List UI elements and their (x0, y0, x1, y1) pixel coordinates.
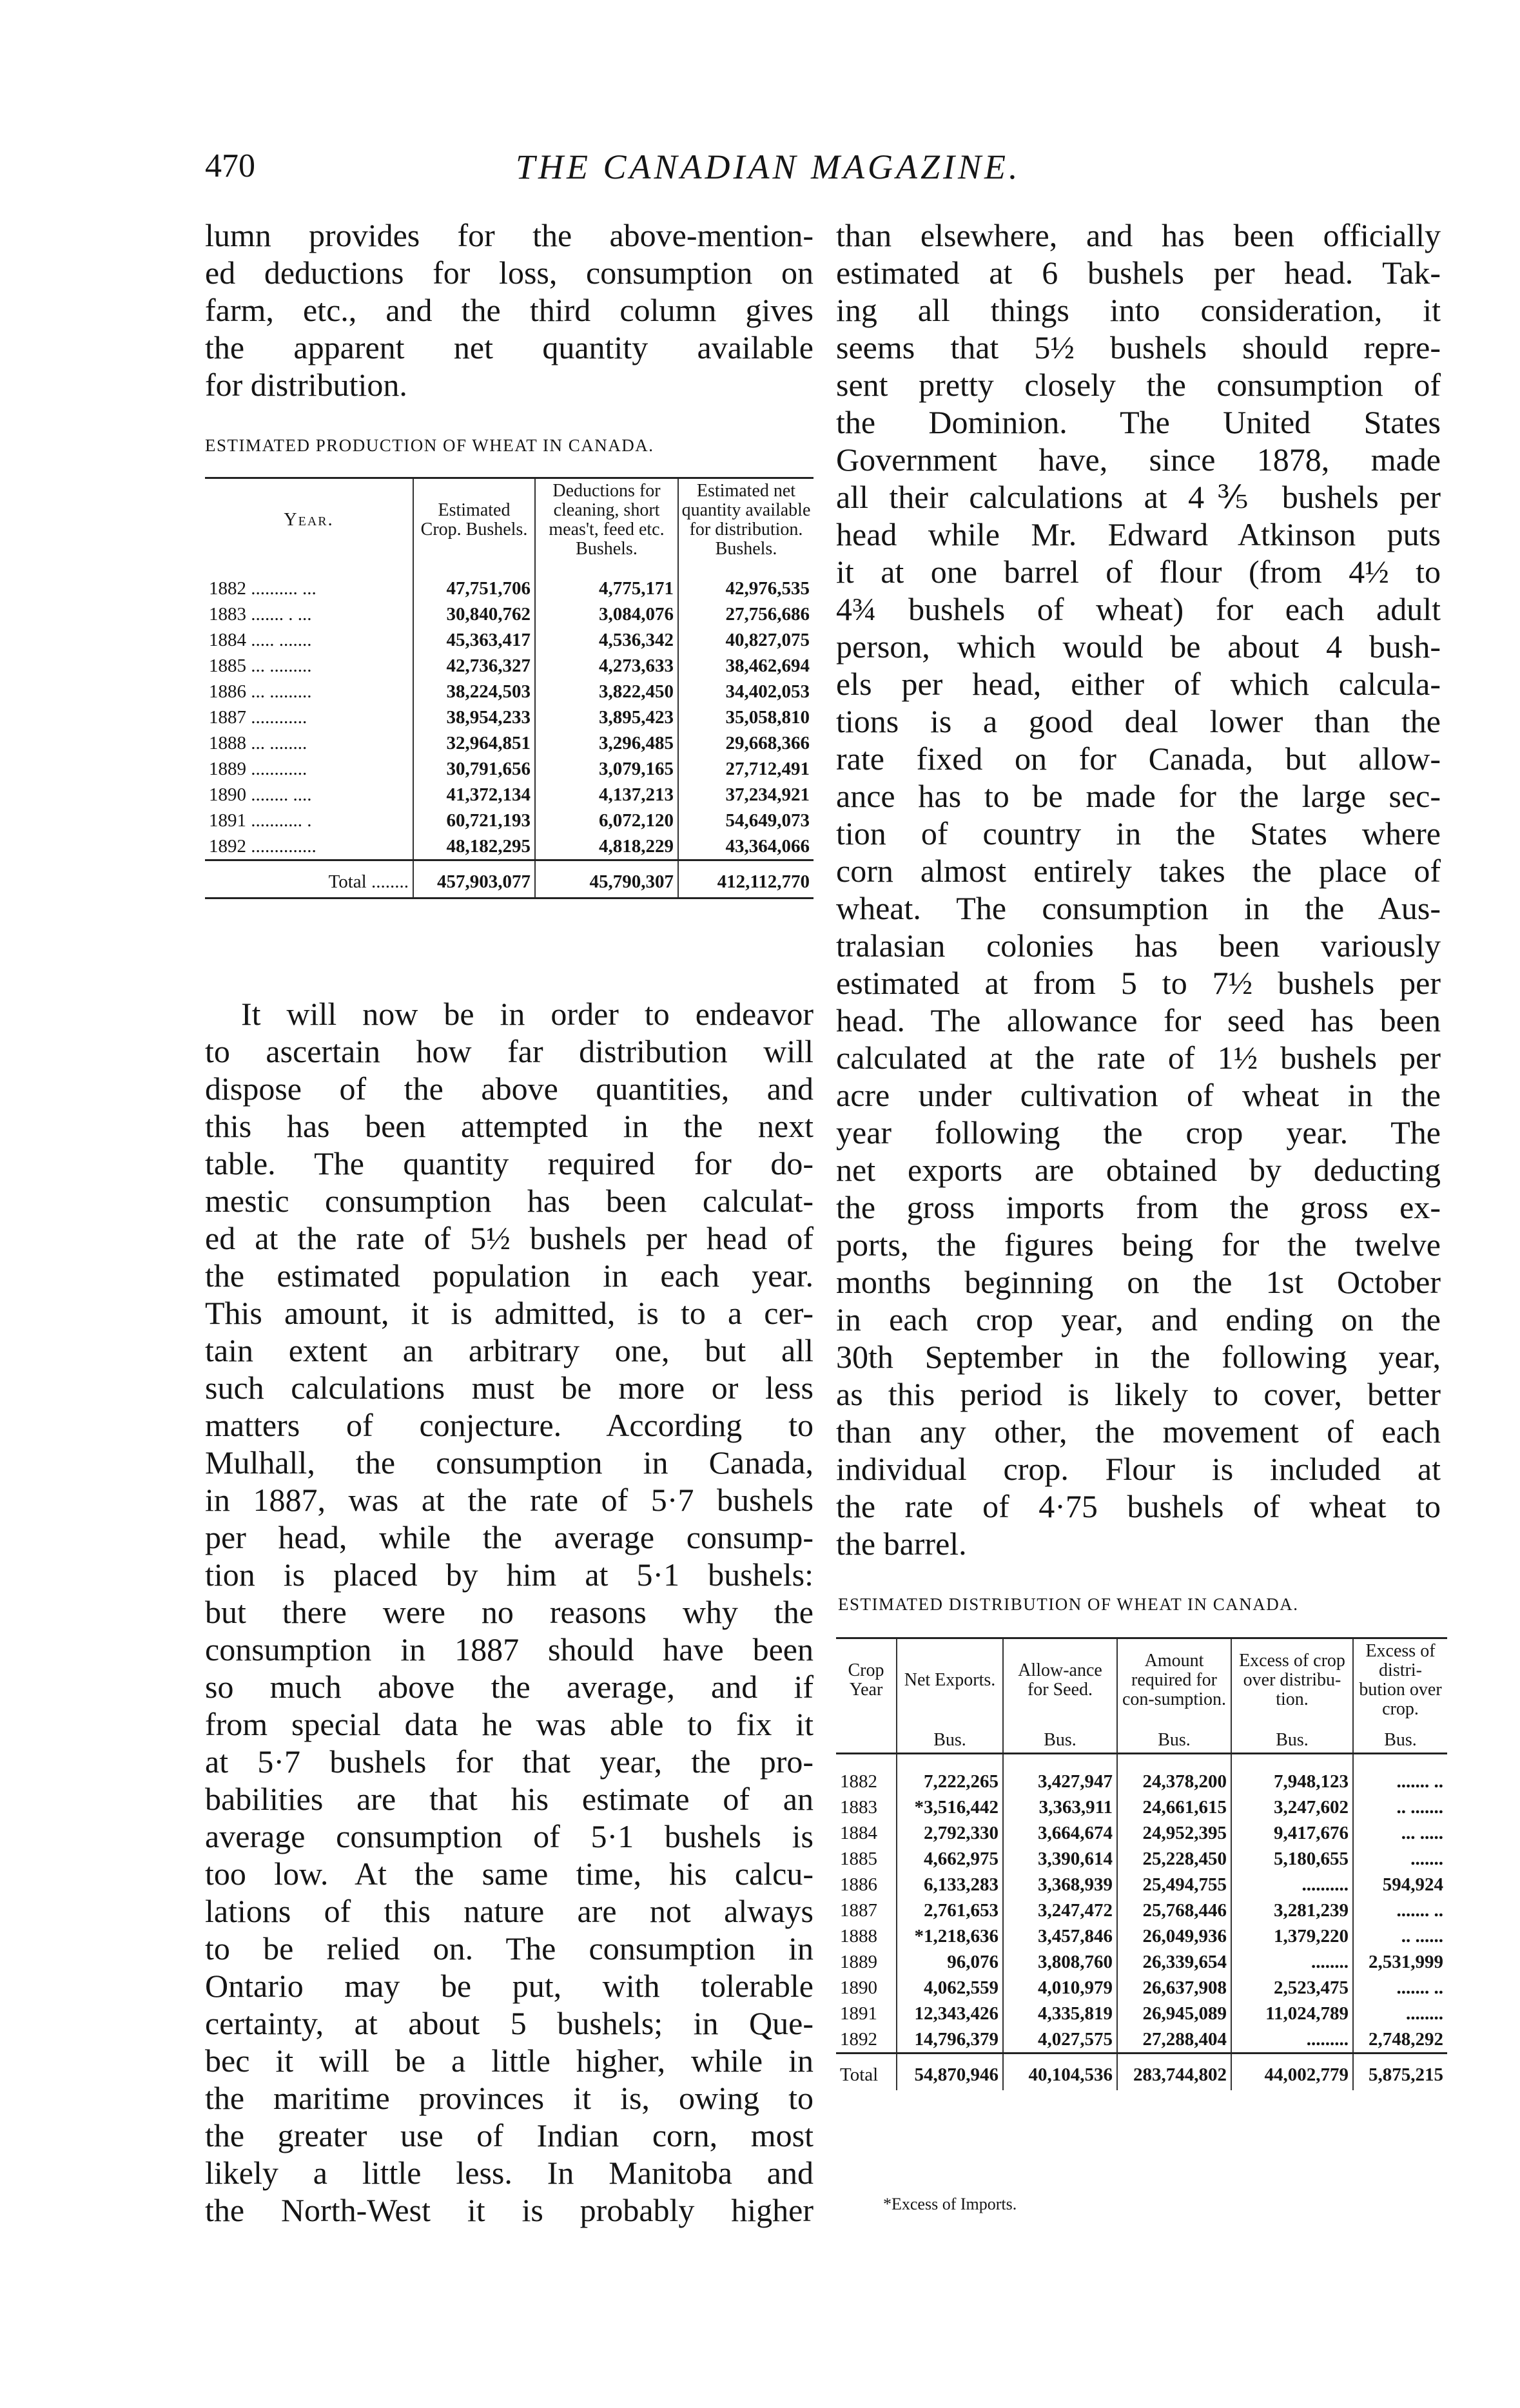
year-cell: 1882 .......... ... (209, 578, 317, 599)
total-value: 44,002,779 (1231, 2054, 1353, 2091)
value-cell: 9,417,676 (1231, 1820, 1353, 1846)
text-line: the estimated population in each year. (205, 1257, 814, 1294)
col-header-year: Year. (284, 510, 334, 530)
value-cell: 25,228,450 (1117, 1846, 1231, 1872)
value-cell: 37,234,921 (678, 782, 814, 808)
table-row (836, 1820, 1447, 1846)
value-cell: 38,954,233 (413, 704, 535, 730)
col-header-deductions: Deductions for cleaning, short meas't, feed etc. Bushels. (535, 478, 678, 562)
text-line: ports, the figures being for the twelve (836, 1227, 1441, 1263)
table-row (836, 1872, 1447, 1898)
table-row (836, 2026, 1447, 2054)
value-cell: 3,368,939 (1003, 1872, 1117, 1898)
text-line: likely a little less. In Manitoba and (205, 2155, 814, 2191)
text-line: than elsewhere, and has been officially (836, 217, 1441, 253)
total-value: 40,104,536 (1003, 2054, 1117, 2091)
table-row (205, 833, 814, 860)
text-line: to be relied on. The consumption in (205, 1930, 814, 1966)
value-cell: 4,010,979 (1003, 1975, 1117, 2001)
value-cell: 3,808,760 (1003, 1949, 1117, 1975)
value-cell: .......... (1231, 1872, 1353, 1898)
table-row (205, 704, 814, 730)
year-cell: 1887 (840, 1900, 877, 1921)
text-line: net exports are obtained by deducting (836, 1152, 1441, 1188)
total-row (205, 860, 814, 898)
value-cell: 12,343,426 (897, 2001, 1003, 2026)
col-unit: Bus. (1353, 1722, 1447, 1754)
value-cell: 11,024,789 (1231, 2001, 1353, 2026)
text-line: 4¾ bushels of wheat) for each adult (836, 591, 1441, 627)
text-line: farm, etc., and the third column gives (205, 292, 814, 328)
text-line: tion of country in the States where (836, 815, 1441, 851)
value-cell: *3,516,442 (897, 1794, 1003, 1820)
year-cell: 1884 (840, 1823, 877, 1843)
text-line: It will now be in order to endeavor (241, 996, 814, 1032)
value-cell: 27,756,686 (678, 601, 814, 627)
value-cell: 45,363,417 (413, 627, 535, 653)
value-cell: 24,661,615 (1117, 1794, 1231, 1820)
value-cell: 3,281,239 (1231, 1898, 1353, 1923)
value-cell: 2,531,999 (1353, 1949, 1447, 1975)
year-cell: 1886 ... ......... (209, 681, 312, 702)
year-cell: 1892 (840, 2029, 877, 2050)
value-cell: 29,668,366 (678, 730, 814, 756)
text-line: seems that 5½ bushels should repre- (836, 329, 1441, 365)
value-cell: 47,751,706 (413, 561, 535, 601)
value-cell: 3,079,165 (535, 756, 678, 782)
value-cell: 30,840,762 (413, 601, 535, 627)
table-row (205, 561, 814, 601)
text-line: too low. At the same time, his calcu- (205, 1856, 814, 1892)
text-line: rate fixed on for Canada, but allow- (836, 741, 1441, 777)
value-cell: ....... .. (1353, 1754, 1447, 1795)
left-paragraph-1 (205, 217, 814, 403)
right-paragraph-1 (836, 217, 1441, 1562)
total-value: 45,790,307 (535, 860, 678, 898)
value-cell: *1,218,636 (897, 1923, 1003, 1949)
text-line: This amount, it is admitted, is to a cer- (205, 1295, 814, 1331)
value-cell: 38,224,503 (413, 679, 535, 704)
text-line: in 1887, was at the rate of 5·7 bushels (205, 1482, 814, 1518)
value-cell: 34,402,053 (678, 679, 814, 704)
value-cell: ... ..... (1353, 1820, 1447, 1846)
value-cell: 42,976,535 (678, 561, 814, 601)
year-cell: 1885 ... ......... (209, 655, 312, 676)
value-cell: 25,768,446 (1117, 1898, 1231, 1923)
year-cell: 1889 ............ (209, 759, 307, 779)
text-line: the gross imports from the gross ex- (836, 1189, 1441, 1225)
table-row (205, 653, 814, 679)
total-value: 457,903,077 (413, 860, 535, 898)
text-line: year following the crop year. The (836, 1114, 1441, 1151)
total-value: 412,112,770 (678, 860, 814, 898)
value-cell: 3,457,846 (1003, 1923, 1117, 1949)
value-cell: 6,133,283 (897, 1872, 1003, 1898)
text-line: from special data he was able to fix it (205, 1706, 814, 1742)
text-line: it at one barrel of flour (from 4½ to (836, 554, 1441, 590)
table-row (205, 808, 814, 833)
year-cell: 1883 (840, 1797, 877, 1818)
text-line: certainty, at about 5 bushels; in Que- (205, 2005, 814, 2041)
text-line: 30th September in the following year, (836, 1339, 1441, 1375)
text-line: person, which would be about 4 bush- (836, 628, 1441, 665)
page-number: 470 (205, 148, 255, 184)
value-cell: 96,076 (897, 1949, 1003, 1975)
footnote: *Excess of Imports. (883, 2195, 1017, 2213)
text-line: acre under cultivation of wheat in the (836, 1077, 1441, 1113)
table-row (205, 782, 814, 808)
production-table (205, 477, 814, 899)
value-cell: ......... (1231, 2026, 1353, 2054)
year-cell: 1885 (840, 1849, 877, 1869)
total-label: Total (836, 2054, 897, 2091)
text-line: so much above the average, and if (205, 1669, 814, 1705)
value-cell: 48,182,295 (413, 833, 535, 860)
value-cell: 4,662,975 (897, 1846, 1003, 1872)
table1-title: ESTIMATED PRODUCTION OF WHEAT IN CANADA. (205, 436, 654, 455)
year-cell: 1889 (840, 1952, 877, 1972)
col-unit: Bus. (1231, 1722, 1353, 1754)
value-cell: ....... .. (1353, 1975, 1447, 2001)
value-cell: 3,822,450 (535, 679, 678, 704)
text-line: all their calculations at 4⅗ bushels per (836, 479, 1441, 515)
value-cell: 3,895,423 (535, 704, 678, 730)
text-line: sent pretty closely the consumption of (836, 367, 1441, 403)
value-cell: 41,372,134 (413, 782, 535, 808)
text-line: ance has to be made for the large sec- (836, 778, 1441, 814)
value-cell: 3,664,674 (1003, 1820, 1117, 1846)
value-cell: 40,827,075 (678, 627, 814, 653)
table-row (836, 2001, 1447, 2026)
text-line: the greater use of Indian corn, most (205, 2117, 814, 2153)
text-line: tions is a good deal lower than the (836, 703, 1441, 739)
value-cell: 1,379,220 (1231, 1923, 1353, 1949)
text-line: ed at the rate of 5½ bushels per head of (205, 1220, 814, 1256)
text-line: els per head, either of which calcula- (836, 666, 1441, 702)
text-line: as this period is likely to cover, better (836, 1376, 1441, 1412)
total-label: Total ........ (205, 860, 413, 898)
year-cell: 1891 (840, 2003, 877, 2024)
col-header-crop: Estimated Crop. Bushels. (413, 478, 535, 562)
text-line: Government have, since 1878, made (836, 442, 1441, 478)
total-row (836, 2054, 1447, 2091)
value-cell: 54,649,073 (678, 808, 814, 833)
text-line: matters of conjecture. According to (205, 1407, 814, 1443)
value-cell: 38,462,694 (678, 653, 814, 679)
value-cell: 7,948,123 (1231, 1754, 1353, 1795)
col-header: Crop Year (848, 1660, 884, 1700)
col-header: Net Exports. (897, 1638, 1003, 1722)
value-cell: 4,273,633 (535, 653, 678, 679)
text-line: the rate of 4·75 bushels of wheat to (836, 1488, 1441, 1524)
value-cell: 2,792,330 (897, 1820, 1003, 1846)
text-line: such calculations must be more or less (205, 1370, 814, 1406)
value-cell: ....... .. (1353, 1898, 1447, 1923)
value-cell: .. ....... (1353, 1794, 1447, 1820)
col-unit: Bus. (1003, 1722, 1117, 1754)
year-cell: 1888 (840, 1926, 877, 1947)
table2-title: ESTIMATED DISTRIBUTION OF WHEAT IN CANADA. (838, 1595, 1299, 1614)
value-cell: 4,818,229 (535, 833, 678, 860)
table-row (836, 1923, 1447, 1949)
text-line: than any other, the movement of each (836, 1413, 1441, 1450)
text-line: estimated at 6 bushels per head. Tak- (836, 255, 1441, 291)
year-cell: 1890 ........ .... (209, 784, 312, 805)
value-cell: 3,084,076 (535, 601, 678, 627)
text-line: corn almost entirely takes the place of (836, 853, 1441, 889)
text-line: the North-West it is probably higher (205, 2192, 814, 2228)
text-line: tain extent an arbitrary one, but all (205, 1332, 814, 1368)
text-line: mestic consumption has been calculat- (205, 1183, 814, 1219)
year-cell: 1887 ............ (209, 707, 307, 728)
text-line: tion is placed by him at 5·1 bushels: (205, 1557, 814, 1593)
text-line: tralasian colonies has been variously (836, 927, 1441, 964)
text-line: months beginning on the 1st October (836, 1264, 1441, 1300)
value-cell: 594,924 (1353, 1872, 1447, 1898)
col-header-net: Estimated net quantity available for distribution. Bushels. (678, 478, 814, 562)
text-line: the apparent net quantity available (205, 329, 814, 365)
text-line: for distribution. (205, 367, 407, 403)
text-line: bec it will be a little higher, while in (205, 2043, 814, 2079)
table-row (836, 1846, 1447, 1872)
value-cell: 4,775,171 (535, 561, 678, 601)
value-cell: 26,049,936 (1117, 1923, 1231, 1949)
table-row (836, 1975, 1447, 2001)
value-cell: ........ (1353, 2001, 1447, 2026)
value-cell: 2,523,475 (1231, 1975, 1353, 2001)
text-line: to ascertain how far distribution will (205, 1033, 814, 1069)
value-cell: 25,494,755 (1117, 1872, 1231, 1898)
value-cell: 42,736,327 (413, 653, 535, 679)
text-line: at 5·7 bushels for that year, the pro- (205, 1743, 814, 1780)
value-cell: 4,536,342 (535, 627, 678, 653)
value-cell: 4,137,213 (535, 782, 678, 808)
value-cell: ........ (1231, 1949, 1353, 1975)
value-cell: 3,363,911 (1003, 1794, 1117, 1820)
value-cell: 26,945,089 (1117, 2001, 1231, 2026)
distribution-table (836, 1637, 1447, 2090)
year-cell: 1888 ... ........ (209, 733, 307, 753)
text-line: average consumption of 5·1 bushels is (205, 1818, 814, 1854)
table-row (205, 627, 814, 653)
text-line: lations of this nature are not always (205, 1893, 814, 1929)
text-line: head while Mr. Edward Atkinson puts (836, 516, 1441, 552)
total-value: 54,870,946 (897, 2054, 1003, 2091)
table-row (836, 1794, 1447, 1820)
table-row (205, 756, 814, 782)
text-line: the Dominion. The United States (836, 404, 1441, 440)
col-unit: Bus. (1117, 1722, 1231, 1754)
text-line: calculated at the rate of 1½ bushels per (836, 1040, 1441, 1076)
text-line: ing all things into consideration, it (836, 292, 1441, 328)
year-cell: 1892 .............. (209, 836, 317, 857)
text-line: wheat. The consumption in the Aus- (836, 890, 1441, 926)
table-row (205, 679, 814, 704)
text-line: in each crop year, and ending on the (836, 1301, 1441, 1337)
text-line: this has been attempted in the next (205, 1108, 814, 1144)
text-line: the maritime provinces it is, owing to (205, 2080, 814, 2116)
value-cell: 4,062,559 (897, 1975, 1003, 2001)
value-cell: 4,027,575 (1003, 2026, 1117, 2054)
text-line: per head, while the average consump- (205, 1519, 814, 1555)
value-cell: 3,427,947 (1003, 1754, 1117, 1795)
value-cell: 4,335,819 (1003, 2001, 1117, 2026)
value-cell: 5,180,655 (1231, 1846, 1353, 1872)
text-line: head. The allowance for seed has been (836, 1002, 1441, 1038)
value-cell: 6,072,120 (535, 808, 678, 833)
value-cell: ....... (1353, 1846, 1447, 1872)
running-title: THE CANADIAN MAGAZINE. (516, 148, 1021, 186)
text-line: lumn provides for the above-mention- (205, 217, 814, 253)
text-line: ed deductions for loss, consumption on (205, 255, 814, 291)
year-cell: 1882 (840, 1771, 877, 1792)
value-cell: 2,761,653 (897, 1898, 1003, 1923)
col-header: Allow-ance for Seed. (1003, 1638, 1117, 1722)
year-cell: 1891 ........... . (209, 810, 312, 831)
value-cell: 27,712,491 (678, 756, 814, 782)
col-unit: Bus. (897, 1722, 1003, 1754)
text-line: Ontario may be put, with tolerable (205, 1968, 814, 2004)
col-header: Excess of distri-bution over crop. (1353, 1638, 1447, 1722)
year-cell: 1884 ..... ....... (209, 630, 312, 650)
value-cell: 24,378,200 (1117, 1754, 1231, 1795)
value-cell: 35,058,810 (678, 704, 814, 730)
table-row (205, 730, 814, 756)
value-cell: 26,637,908 (1117, 1975, 1231, 2001)
total-value: 283,744,802 (1117, 2054, 1231, 2091)
table-row (836, 1949, 1447, 1975)
value-cell: 7,222,265 (897, 1754, 1003, 1795)
value-cell: 24,952,395 (1117, 1820, 1231, 1846)
year-cell: 1886 (840, 1874, 877, 1895)
col-header: Excess of crop over distribu-tion. (1231, 1638, 1353, 1722)
text-line: babilities are that his estimate of an (205, 1781, 814, 1817)
col-unit (836, 1722, 897, 1754)
value-cell: 3,247,472 (1003, 1898, 1117, 1923)
text-line: estimated at from 5 to 7½ bushels per (836, 965, 1441, 1001)
table-row (836, 1754, 1447, 1795)
year-cell: 1890 (840, 1977, 877, 1998)
left-paragraph-2 (205, 995, 814, 2229)
text-line: individual crop. Flour is included at (836, 1451, 1441, 1487)
value-cell: 60,721,193 (413, 808, 535, 833)
value-cell: 30,791,656 (413, 756, 535, 782)
text-line: consumption in 1887 should have been (205, 1631, 814, 1667)
total-value: 5,875,215 (1353, 2054, 1447, 2091)
value-cell: 3,247,602 (1231, 1794, 1353, 1820)
value-cell: 32,964,851 (413, 730, 535, 756)
value-cell: .. ...... (1353, 1923, 1447, 1949)
value-cell: 43,364,066 (678, 833, 814, 860)
col-header: Amount required for con-sumption. (1117, 1638, 1231, 1722)
text-line: table. The quantity required for do- (205, 1145, 814, 1181)
text-line: dispose of the above quantities, and (205, 1071, 814, 1107)
table-row (205, 601, 814, 627)
year-cell: 1883 ....... . ... (209, 604, 312, 625)
value-cell: 14,796,379 (897, 2026, 1003, 2054)
value-cell: 27,288,404 (1117, 2026, 1231, 2054)
value-cell: 2,748,292 (1353, 2026, 1447, 2054)
value-cell: 3,390,614 (1003, 1846, 1117, 1872)
text-line: the barrel. (836, 1526, 967, 1562)
value-cell: 3,296,485 (535, 730, 678, 756)
text-line: Mulhall, the consumption in Canada, (205, 1444, 814, 1481)
value-cell: 26,339,654 (1117, 1949, 1231, 1975)
text-line: but there were no reasons why the (205, 1594, 814, 1630)
table-row (836, 1898, 1447, 1923)
